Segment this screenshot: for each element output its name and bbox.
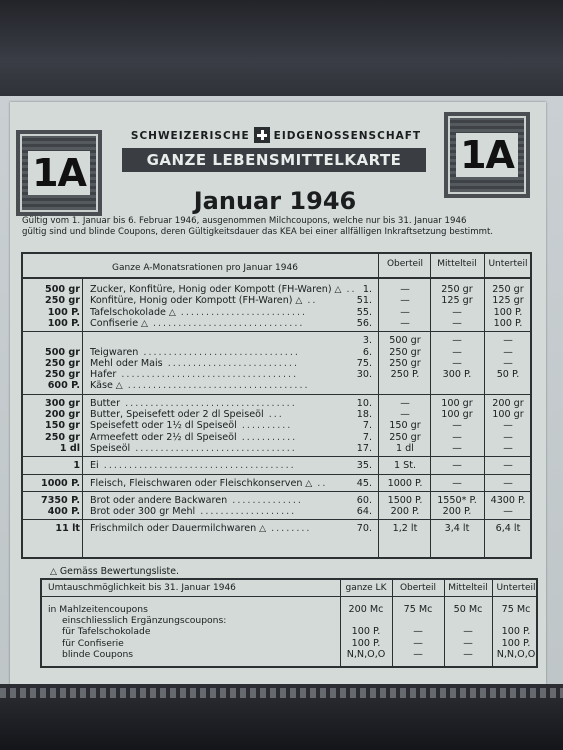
- leader-dots: ..........: [236, 420, 293, 432]
- exchange-title: Umtauschmöglichkeit bis 31. Januar 1946: [48, 583, 236, 593]
- triangle-icon: △: [331, 285, 342, 295]
- row-qty: 500 gr: [45, 346, 80, 358]
- leader-dots: ..: [312, 477, 328, 489]
- exchange-ganze: N,N,O,O: [346, 648, 386, 660]
- exchange-row-label: für Confiserie: [62, 637, 124, 649]
- row-mittelteil: 1550* P.: [437, 494, 477, 506]
- group-rule: [21, 331, 532, 332]
- code-box-right: [444, 112, 530, 198]
- code-left: 1A: [28, 151, 90, 195]
- row-mittelteil: 125 gr: [441, 295, 473, 307]
- row-item: [90, 307, 348, 318]
- row-oberteil: —: [400, 284, 410, 295]
- row-qty: 150 gr: [45, 420, 80, 432]
- row-mittelteil: —: [452, 317, 462, 329]
- row-oberteil: 1000 P.: [387, 477, 423, 489]
- row-mittelteil: —: [452, 346, 462, 358]
- row-oberteil: 500 gr: [389, 335, 421, 347]
- exchange-ganze: 100 P.: [351, 626, 381, 638]
- row-mittelteil: 3,4 lt: [444, 523, 470, 535]
- row-unterteil: —: [503, 431, 513, 443]
- row-item-label: Brot oder andere Backwaren: [90, 494, 228, 506]
- swiss-cross-icon: [254, 127, 270, 143]
- row-item: [90, 380, 348, 391]
- row-oberteil: 250 gr: [389, 431, 421, 443]
- row-qty: 100 P.: [47, 317, 80, 329]
- row-item-label: Tafelschokolade: [90, 306, 166, 318]
- header-rule: [21, 277, 532, 279]
- exchange-unterteil: 100 P.: [501, 637, 531, 649]
- row-number: 3.: [362, 335, 372, 347]
- valuation-note: [50, 566, 179, 577]
- exchange-mittelteil: —: [463, 648, 473, 660]
- row-unterteil: 100 P.: [493, 306, 523, 318]
- row-unterteil: —: [503, 420, 513, 432]
- row-number: 7.: [362, 420, 372, 432]
- row-unterteil: 200 gr: [492, 397, 524, 409]
- validity-text: [22, 216, 530, 238]
- row-qty: 200 gr: [45, 409, 80, 420]
- row-oberteil: 1500 P.: [387, 494, 423, 506]
- leader-dots: ..............................: [147, 317, 305, 329]
- row-qty: 600 P.: [47, 380, 80, 392]
- row-item-label: Speisefett oder 1½ dl Speiseöl: [90, 420, 237, 432]
- row-qty: 250 gr: [45, 357, 80, 369]
- row-item: [90, 295, 348, 306]
- row-number: 35.: [356, 460, 372, 472]
- row-unterteil: —: [503, 506, 513, 518]
- exchange-row-label: für Tafelschokolade: [62, 626, 151, 638]
- row-qty: 100 P.: [47, 306, 80, 318]
- row-oberteil: 150 gr: [389, 420, 421, 432]
- row-oberteil: 200 P.: [390, 506, 420, 518]
- row-number: 30.: [356, 369, 372, 381]
- group-rule: [21, 519, 532, 520]
- row-number: 1.: [362, 284, 372, 295]
- row-oberteil: 250 gr: [389, 357, 421, 369]
- row-qty: 500 gr: [45, 284, 80, 295]
- row-item: [90, 478, 348, 489]
- row-item-label: Butter: [90, 397, 121, 409]
- leader-dots: ..................................: [120, 397, 297, 409]
- row-item-label: Fleisch, Fleischwaren oder Fleischkonserven: [90, 477, 303, 489]
- leader-dots: ....................................: [122, 380, 310, 392]
- row-number: 64.: [356, 506, 372, 518]
- row-item-label: Konfitüre, Honig oder Kompott (FH-Waren): [90, 295, 293, 307]
- row-item: [90, 358, 348, 369]
- qty-separator: [82, 278, 83, 557]
- row-oberteil: 1,2 lt: [392, 523, 418, 535]
- exchange-column-header-2: Oberteil: [399, 583, 437, 593]
- row-item-label: Ei: [90, 460, 99, 472]
- row-qty: 1 dl: [59, 442, 80, 454]
- row-number: 51.: [356, 295, 372, 307]
- row-mittelteil: —: [452, 460, 462, 472]
- row-mittelteil: —: [452, 357, 462, 369]
- validity-line-1: Gültig vom 1. Januar bis 6. Februar 1946, ausgenommen Milchcoupons, welche nur bis 31. Januar 1946: [22, 216, 467, 226]
- triangle-icon: △: [112, 381, 123, 392]
- row-item: [90, 347, 348, 358]
- exchange-ganze: 100 P.: [351, 637, 381, 649]
- row-qty: 250 gr: [45, 431, 80, 443]
- row-mittelteil: —: [452, 420, 462, 432]
- row-item-label: Frischmilch oder Dauermilchwaren: [90, 523, 257, 535]
- row-item: [90, 432, 348, 443]
- triangle-icon: △: [302, 478, 313, 489]
- row-item: [90, 284, 357, 295]
- row-oberteil: —: [400, 317, 410, 329]
- row-unterteil: —: [503, 460, 513, 472]
- row-oberteil: —: [400, 306, 410, 318]
- country-left: SCHWEIZERISCHE: [130, 130, 250, 142]
- row-qty: 1: [73, 460, 80, 472]
- row-number: 55.: [356, 306, 372, 318]
- row-unterteil: —: [503, 477, 513, 489]
- row-qty: 250 gr: [45, 369, 80, 381]
- row-item: [90, 420, 348, 431]
- row-unterteil: —: [503, 346, 513, 358]
- triangle-icon: △: [165, 307, 176, 318]
- note-text: Gemäss Bewertungsliste.: [59, 566, 179, 577]
- row-unterteil: 250 gr: [492, 284, 524, 295]
- row-item-label: Zucker, Konfitüre, Honig oder Kompott (FH-Waren): [90, 284, 332, 295]
- leader-dots: ...............................: [138, 346, 300, 358]
- code-box-left: [16, 130, 102, 216]
- exchange-unterteil: N,N,O,O: [496, 648, 536, 660]
- leader-dots: ...: [263, 409, 284, 420]
- triangle-icon: △: [292, 296, 303, 307]
- sleeve-perforation: [0, 688, 563, 698]
- row-number: 70.: [356, 523, 372, 535]
- triangle-icon: △: [50, 567, 57, 577]
- row-mittelteil: —: [452, 442, 462, 454]
- row-unterteil: —: [503, 357, 513, 369]
- triangle-icon: △: [138, 318, 148, 329]
- leader-dots: ......................................: [98, 460, 296, 472]
- exchange-column-header-4: Unterteil: [496, 583, 536, 593]
- exchange-row-label: blinde Coupons: [62, 648, 134, 660]
- exchange-mittelteil: —: [463, 626, 473, 638]
- column-header-3: Unterteil: [488, 259, 528, 269]
- row-mittelteil: 250 gr: [441, 284, 473, 295]
- row-item-label: Butter, Speisefett oder 2 dl Speiseöl: [90, 409, 264, 420]
- country-line: [130, 128, 422, 144]
- row-qty: 250 gr: [45, 295, 80, 307]
- row-qty: 7350 P.: [41, 494, 80, 506]
- row-item: [90, 523, 348, 534]
- row-item-label: Speiseöl: [90, 442, 131, 454]
- leader-dots: ..: [341, 284, 357, 295]
- exchange-row-label: in Mahlzeitencoupons: [48, 604, 148, 615]
- exchange-row-label: einschliesslich Ergänzungscoupons:: [62, 615, 227, 627]
- exchange-column-header-1: ganze LK: [345, 583, 387, 593]
- row-item-label: Armeefett oder 2½ dl Speiseöl: [90, 431, 237, 443]
- leader-dots: ................................: [130, 442, 297, 454]
- row-unterteil: 100 gr: [492, 409, 524, 420]
- row-unterteil: —: [503, 335, 513, 347]
- row-item: [90, 460, 348, 471]
- row-unterteil: 50 P.: [496, 369, 520, 381]
- row-qty: 400 P.: [47, 506, 80, 518]
- leader-dots: ...........: [236, 431, 298, 443]
- row-item-label: Brot oder 300 gr Mehl: [90, 506, 196, 518]
- row-number: 10.: [356, 397, 372, 409]
- column-header-2: Mittelteil: [437, 259, 477, 269]
- row-number: 45.: [356, 477, 372, 489]
- row-item: [90, 409, 348, 420]
- row-number: 75.: [356, 357, 372, 369]
- row-number: 6.: [362, 346, 372, 358]
- validity-line-2: gültig sind und blinde Coupons, deren Gültigkeitsdauer das KEA bei einer allfälligen Inkraftsetzung bestimmt.: [22, 227, 494, 237]
- exchange-ganze: 200 Mc: [348, 604, 384, 615]
- exchange-column-header-3: Mittelteil: [448, 583, 488, 593]
- row-item-label: Confiserie: [90, 317, 139, 329]
- row-oberteil: —: [400, 295, 410, 307]
- leader-dots: ..: [302, 295, 318, 307]
- leader-dots: ...................: [195, 506, 297, 518]
- row-number: 18.: [356, 409, 372, 420]
- row-unterteil: —: [503, 442, 513, 454]
- exchange-oberteil: —: [413, 648, 423, 660]
- exchange-mittelteil: 50 Mc: [453, 604, 483, 615]
- row-oberteil: 1 St.: [393, 460, 417, 472]
- row-number: 7.: [362, 431, 372, 443]
- leader-dots: ........: [266, 523, 312, 535]
- row-unterteil: 100 P.: [493, 317, 523, 329]
- leader-dots: ..............: [227, 494, 303, 506]
- row-mittelteil: 200 P.: [442, 506, 472, 518]
- row-item: [90, 369, 348, 380]
- exchange-header-rule: [40, 596, 538, 597]
- row-item-label: Teigwaren: [90, 346, 139, 358]
- row-oberteil: 250 gr: [389, 346, 421, 358]
- row-number: 56.: [356, 317, 372, 329]
- leader-dots: ..........................: [162, 357, 299, 369]
- row-mittelteil: —: [452, 306, 462, 318]
- triangle-icon: △: [256, 524, 267, 535]
- row-oberteil: —: [400, 409, 410, 420]
- exchange-mittelteil: —: [463, 637, 473, 649]
- row-mittelteil: —: [452, 431, 462, 443]
- leader-dots: ...................................: [116, 369, 299, 381]
- table-title: Ganze A-Monatsrationen pro Januar 1946: [112, 263, 298, 273]
- row-mittelteil: 300 P.: [442, 369, 472, 381]
- exchange-unterteil: 100 P.: [501, 626, 531, 638]
- row-unterteil: 125 gr: [492, 295, 524, 307]
- row-oberteil: —: [400, 397, 410, 409]
- row-mittelteil: 100 gr: [441, 409, 473, 420]
- row-item: [90, 495, 348, 506]
- group-rule: [21, 456, 532, 457]
- exchange-oberteil: —: [413, 637, 423, 649]
- row-oberteil: 250 P.: [390, 369, 420, 381]
- group-rule: [21, 474, 532, 475]
- country-right: EIDGENOSSENSCHAFT: [273, 130, 422, 142]
- row-mittelteil: —: [452, 477, 462, 489]
- row-item-label: Hafer: [90, 369, 117, 381]
- row-item-label: Käse: [90, 380, 113, 392]
- exchange-unterteil: 75 Mc: [501, 604, 531, 615]
- row-oberteil: 1 dl: [396, 442, 414, 454]
- exchange-oberteil: 75 Mc: [403, 604, 433, 615]
- row-unterteil: 6,4 lt: [495, 523, 521, 535]
- code-right: 1A: [456, 133, 518, 177]
- row-item: [90, 318, 348, 329]
- row-qty: 300 gr: [45, 397, 80, 409]
- row-mittelteil: —: [452, 335, 462, 347]
- row-item: [90, 506, 348, 517]
- row-qty: 1000 P.: [41, 477, 80, 489]
- leader-dots: .........................: [175, 306, 308, 318]
- row-qty: 11 lt: [55, 523, 80, 535]
- row-item: [90, 398, 348, 409]
- row-item-label: Mehl oder Mais: [90, 357, 163, 369]
- row-item: [90, 443, 348, 454]
- group-rule: [21, 491, 532, 492]
- row-unterteil: 4300 P.: [490, 494, 526, 506]
- card-title: GANZE LEBENSMITTELKARTE: [122, 148, 426, 172]
- group-rule: [21, 394, 532, 395]
- exchange-oberteil: —: [413, 626, 423, 638]
- row-mittelteil: 100 gr: [441, 397, 473, 409]
- row-number: 60.: [356, 494, 372, 506]
- column-header-1: Oberteil: [386, 259, 424, 269]
- row-number: 17.: [356, 442, 372, 454]
- month-title: Januar 1946: [193, 187, 357, 215]
